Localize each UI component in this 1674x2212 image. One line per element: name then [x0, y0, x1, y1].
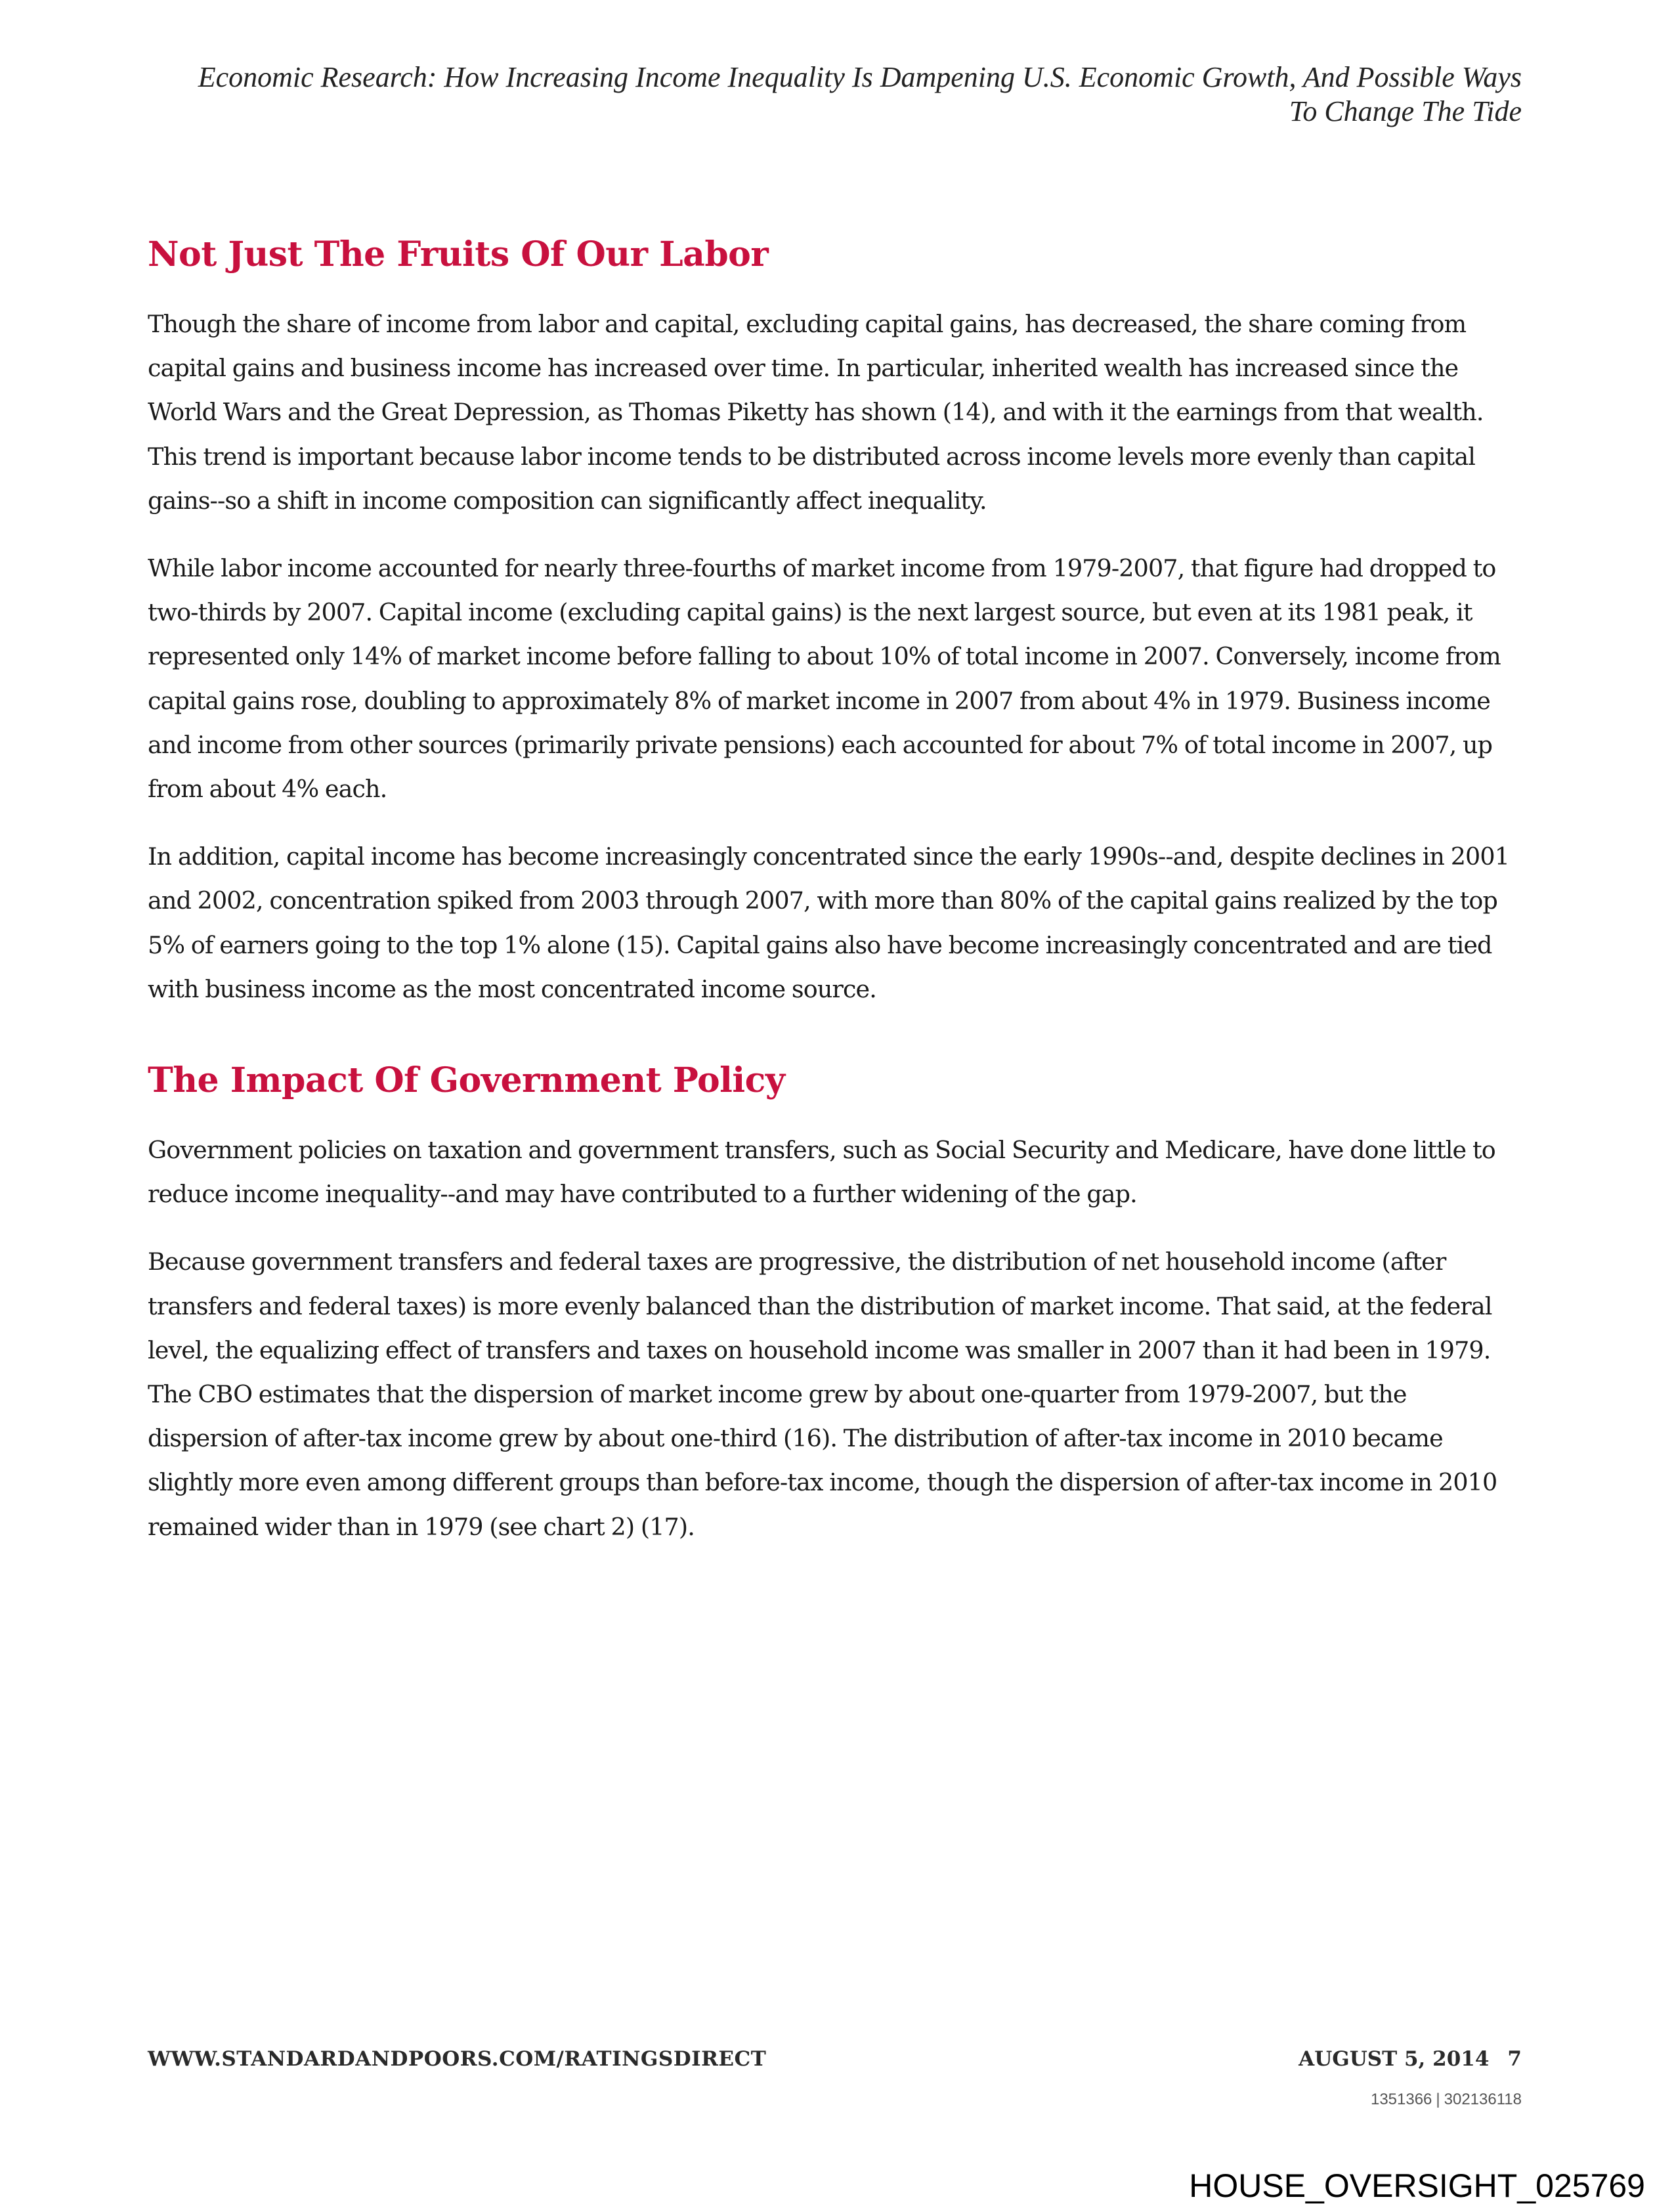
paragraph: Government policies on taxation and government transfers, such as Social Security and Medicare, have done little to reduce income inequality--and may have contributed to a further widening of the gap.	[148, 1136, 1495, 1209]
footer-date-page	[1298, 2047, 1522, 2071]
doc-id-separator: |	[1436, 2091, 1440, 2108]
running-title-line-1: Economic Research: How Increasing Income Inequality Is Dampening U.S. Economic Growth, And Possible Ways	[198, 61, 1522, 93]
section-heading: The Impact Of Government Policy	[148, 1060, 785, 1101]
paragraph: In addition, capital income has become increasingly concentrated since the early 1990s--and, despite declines in 2001 and 2002, concentration spiked from 2003 through 2007, with more than 80% of the capital gains realized by the top 5% of earners going to the top 1% alone (15). Capital gains also have become increasingly concentrated and are tied with business income as the most concentrated income source.	[148, 842, 1510, 1003]
running-header	[110, 60, 1522, 129]
bates-stamp: HOUSE_OVERSIGHT_025769	[1189, 2167, 1645, 2204]
paragraph: While labor income accounted for nearly three-fourths of market income from 1979-2007, that figure had dropped to two-thirds by 2007. Capital income (excluding capital gains) is the next largest source, but even at its 1981 peak, it represented only 14% of market income before falling to about 10% of total income in 2007. Conversely, income from capital gains rose, doubling to approximately 8% of market income in 2007 from about 4% in 1979. Business income and income from other sources (primarily private pensions) each accounted for about 7% of total income in 2007, up from about 4% each.	[148, 554, 1501, 804]
page-number: 7	[1507, 2047, 1522, 2071]
running-title-line-2: To Change The Tide	[1289, 95, 1522, 127]
doc-id-2: 302136118	[1444, 2091, 1522, 2108]
paragraph: Because government transfers and federal taxes are progressive, the distribution of net household income (after transfers and federal taxes) is more evenly balanced than the distribution of market income. That said, at the federal level, the equalizing effect of transfers and taxes on household income was smaller in 2007 than it had been in 1979. The CBO estimates that the dispersion of market income grew by about one-quarter from 1979-2007, but the dispersion of after-tax income grew by about one-third (16). The distribution of after-tax income in 2010 became slightly more even among different groups than before-tax income, though the dispersion of after-tax income in 2010 remained wider than in 1979 (see chart 2) (17).	[148, 1247, 1497, 1541]
footer-date: AUGUST 5, 2014	[1298, 2047, 1490, 2071]
section-government-policy	[148, 1058, 1533, 1549]
document-ids	[1371, 2091, 1522, 2109]
paragraph: Though the share of income from labor and capital, excluding capital gains, has decreased, the share coming from capital gains and business income has increased over time. In particular, inherited wealth has increased since the World Wars and the Great Depression, as Thomas Piketty has shown (14), and with it the earnings from that wealth. This trend is important because labor income tends to be distributed across income levels more evenly than capital gains--so a shift in income composition can significantly affect inequality.	[148, 310, 1484, 515]
section-fruits-of-labor	[148, 232, 1533, 1011]
footer-website-link[interactable]: WWW.STANDARDANDPOORS.COM/RATINGSDIRECT	[148, 2047, 767, 2071]
page-content	[148, 230, 1533, 1572]
section-heading: Not Just The Fruits Of Our Labor	[148, 234, 769, 274]
doc-id-1: 1351366	[1370, 2091, 1432, 2108]
